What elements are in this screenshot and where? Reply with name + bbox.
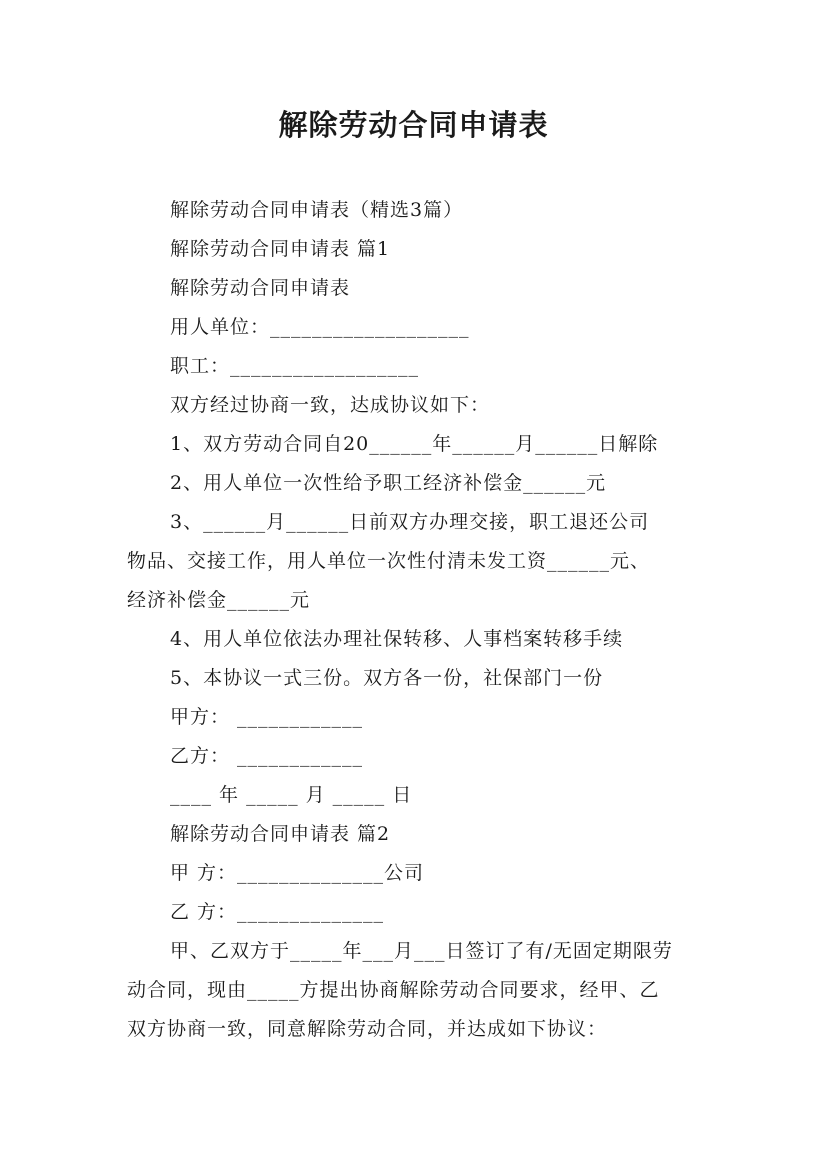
- clause-3-line-3: 经济补偿金______元: [127, 589, 311, 611]
- paragraph-line-1: 甲、乙双方于_____年___月___日签订了有/无固定期限劳: [170, 940, 673, 962]
- party-a-signature: 甲方： ____________: [170, 706, 364, 728]
- party-b-signature: 乙方： ____________: [170, 745, 364, 767]
- clause-2: 2、用人单位一次性给予职工经济补偿金______元: [170, 472, 607, 494]
- paragraph-line-3: 双方协商一致，同意解除劳动合同，并达成如下协议：: [127, 1018, 608, 1040]
- employer-field: 用人单位：___________________: [170, 316, 470, 338]
- clause-1: 1、双方劳动合同自20______年______月______日解除: [170, 433, 659, 455]
- clause-5: 5、本协议一式三份。双方各一份，社保部门一份: [170, 667, 604, 689]
- form-heading: 解除劳动合同申请表: [170, 277, 351, 299]
- clause-3-line-1: 3、______月______日前双方办理交接，职工退还公司: [170, 511, 650, 533]
- clause-3-line-2: 物品、交接工作，用人单位一次性付清未发工资______元、: [127, 550, 651, 572]
- employee-field: 职工：__________________: [170, 355, 420, 377]
- document-title: 解除劳动合同申请表: [278, 108, 549, 142]
- party-b-field: 乙 方：______________: [170, 901, 385, 923]
- agreement-intro: 双方经过协商一致，达成协议如下：: [170, 394, 491, 416]
- section-heading-1: 解除劳动合同申请表 篇1: [170, 238, 391, 260]
- party-a-field: 甲 方：______________公司: [170, 862, 425, 884]
- clause-4: 4、用人单位依法办理社保转移、人事档案转移手续: [170, 628, 624, 650]
- subtitle-line: 解除劳动合同申请表（精选3篇）: [170, 199, 464, 221]
- paragraph-line-2: 动合同，现由_____方提出协商解除劳动合同要求，经甲、乙: [127, 979, 660, 1001]
- date-line: ____ 年 _____ 月 _____ 日: [170, 784, 413, 806]
- section-heading-2: 解除劳动合同申请表 篇2: [170, 823, 391, 845]
